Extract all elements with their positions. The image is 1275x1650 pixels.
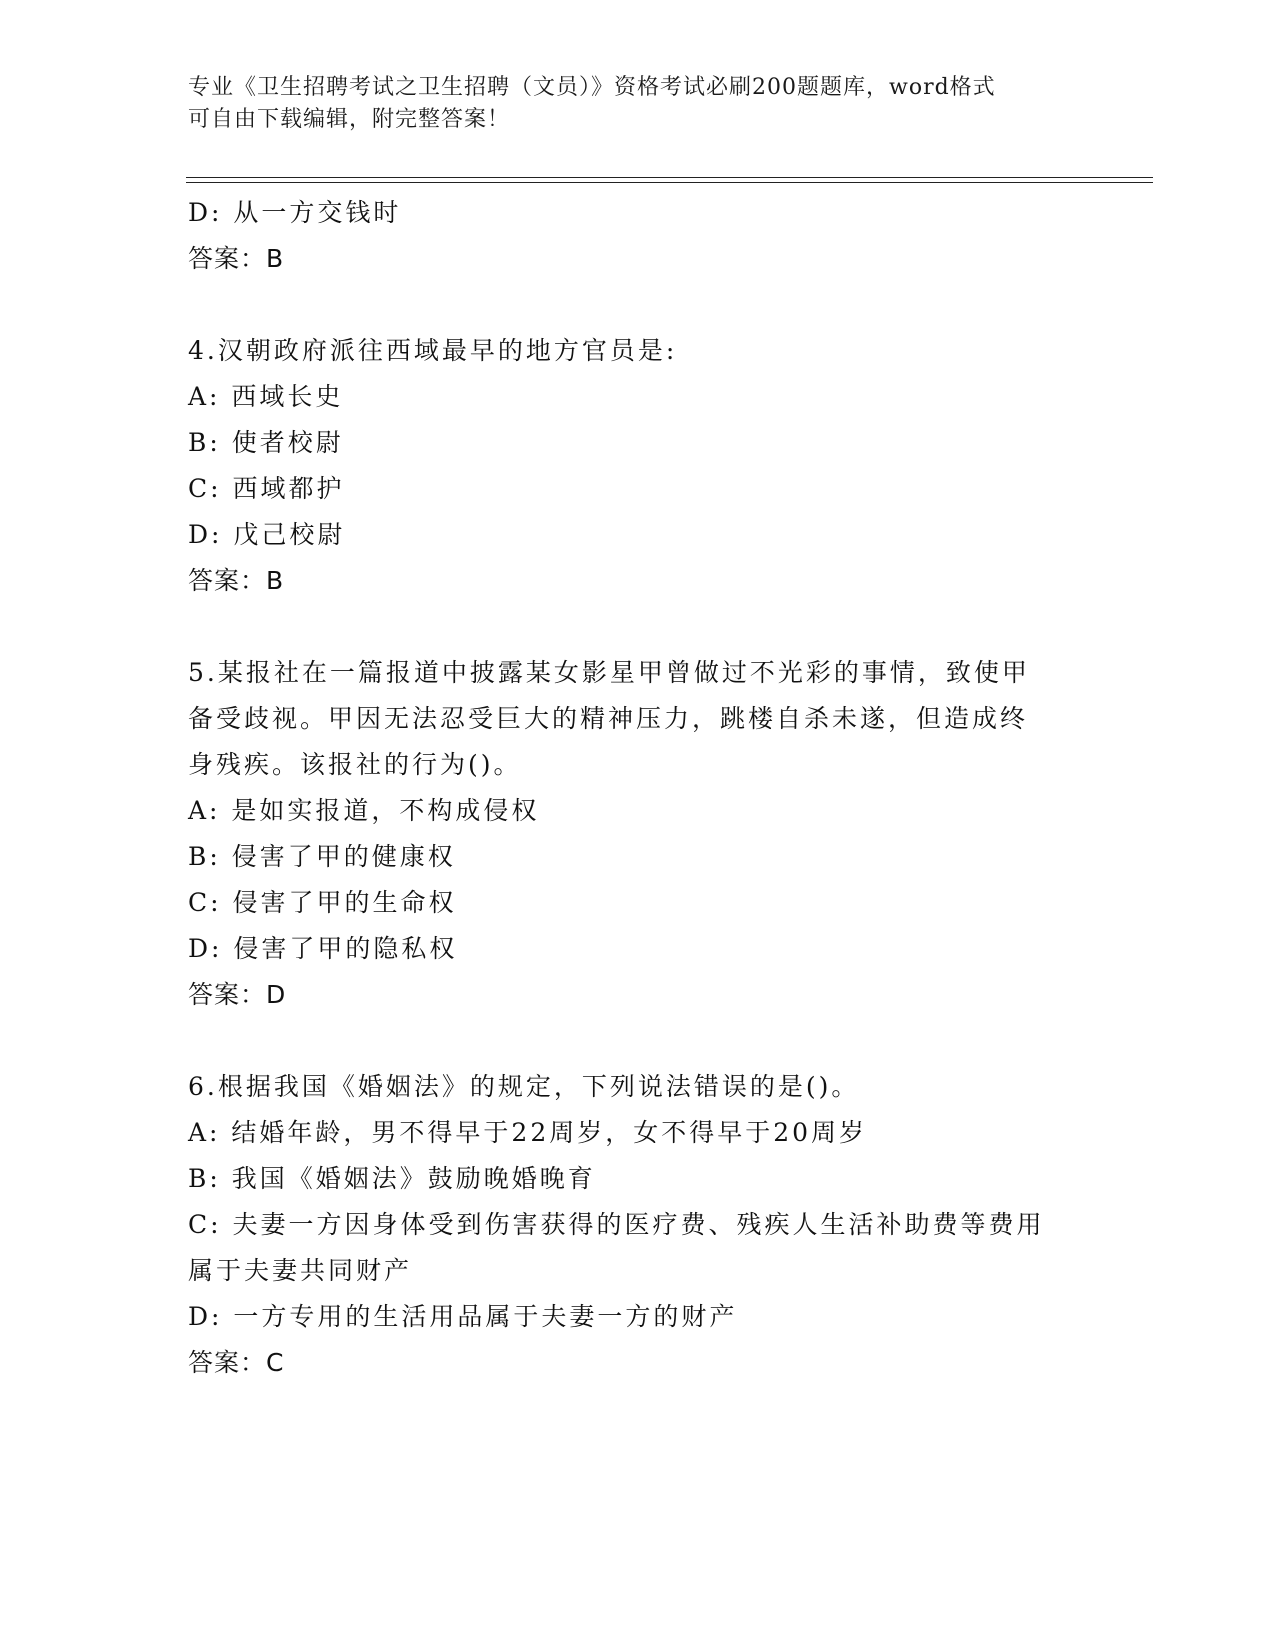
option-b: B: 侵害了甲的健康权	[188, 842, 456, 871]
question-stem-line-2: 备受歧视。甲因无法忍受巨大的精神压力，跳楼自杀未遂，但造成终	[188, 704, 1029, 733]
option-a: A: 西域长史	[188, 382, 344, 411]
option-b: B: 使者校尉	[188, 428, 344, 457]
option-c-line-2: 属于夫妻共同财产	[188, 1256, 413, 1285]
option-d: D: 侵害了甲的隐私权	[188, 934, 458, 963]
document-body	[188, 190, 1088, 1386]
option-a: A: 是如实报道，不构成侵权	[188, 796, 540, 825]
question-3-continued	[188, 190, 1088, 282]
question-stem: 4.汉朝政府派往西域最早的地方官员是:	[188, 336, 678, 365]
answer-line: 答案：D	[188, 980, 287, 1009]
spacer	[188, 1018, 1088, 1064]
spacer	[188, 282, 1088, 328]
question-stem-line-1: 5.某报社在一篇报道中披露某女影星甲曾做过不光彩的事情，致使甲	[188, 658, 1030, 687]
answer-line: 答案：C	[188, 1348, 285, 1377]
option-c: C: 侵害了甲的生命权	[188, 888, 457, 917]
document-header	[188, 72, 1068, 136]
option-d: D: 一方专用的生活用品属于夫妻一方的财产	[188, 1302, 738, 1331]
answer-line: 答案：B	[188, 566, 285, 595]
question-5	[188, 650, 1088, 1018]
header-divider-bottom	[186, 182, 1153, 183]
question-6	[188, 1064, 1088, 1386]
header-divider-top	[186, 177, 1153, 178]
option-c: C: 西域都护	[188, 474, 345, 503]
question-stem: 6.根据我国《婚姻法》的规定，下列说法错误的是()。	[188, 1072, 860, 1101]
header-line-2: 可自由下载编辑，附完整答案！	[188, 107, 511, 132]
option-d: D: 从一方交钱时	[188, 198, 402, 227]
question-stem-line-3: 身残疾。该报社的行为()。	[188, 750, 522, 779]
option-c-line-1: C: 夫妻一方因身体受到伤害获得的医疗费、残疾人生活补助费等费用	[188, 1210, 1045, 1239]
option-a: A: 结婚年龄，男不得早于22周岁，女不得早于20周岁	[188, 1118, 868, 1147]
answer-line: 答案：B	[188, 244, 285, 273]
spacer	[188, 604, 1088, 650]
header-line-1: 专业《卫生招聘考试之卫生招聘（文员）》资格考试必刷200题题库，word格式	[188, 75, 996, 100]
option-d: D: 戊己校尉	[188, 520, 346, 549]
question-4	[188, 328, 1088, 604]
option-b: B: 我国《婚姻法》鼓励晚婚晚育	[188, 1164, 596, 1193]
